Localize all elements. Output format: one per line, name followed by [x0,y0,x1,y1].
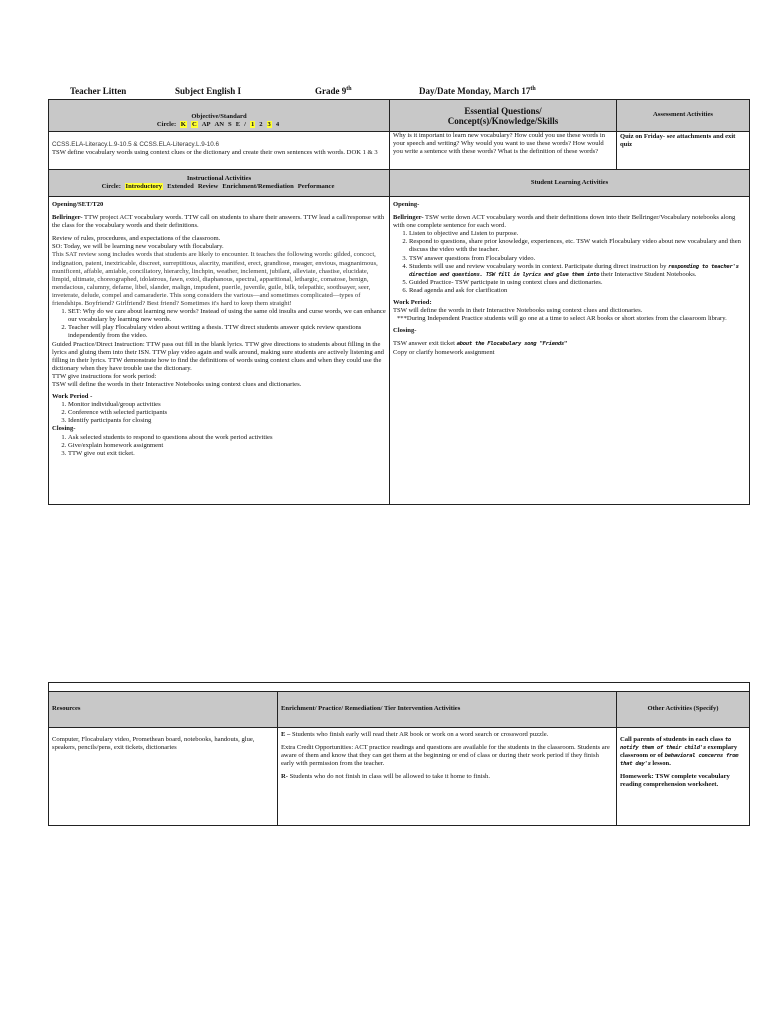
circle-option: AN [214,120,225,128]
circle-option: 3 [267,120,271,128]
lesson-table [48,99,750,505]
assessment-cell: Quiz on Friday- see attachments and exit quiz [617,132,750,170]
circle-option: Introductory [125,183,163,190]
set-list [52,308,386,340]
enrichment-r: R- Students who do not finish in class will be allowed to take it home to finish. [281,773,490,781]
other-activities-cell [617,728,750,826]
student-activities-cell [390,197,750,505]
list-item: 2. Give/explain homework assignment [68,442,386,450]
circle-option: 2 [259,120,263,128]
student-closing-title: Closing- [393,327,417,335]
homework-text: Homework: TSW complete vocabulary reading comprehension worksheet. [620,773,730,789]
list-item: 2. Respond to questions, share prior knowledge, experiences, etc. TSW watch Flocabulary video about new vocabulary and then discuss the video with the teacher. [409,238,746,254]
list-item: 1. Ask selected students to respond to questions about the work period activities [68,434,386,442]
list-item: 1. Listen to objective and Listen to purpose. [409,230,746,238]
closing-list [52,434,386,458]
assessment-header: Assessment Activities [617,100,750,132]
essential-questions-cell: Why is it important to learn new vocabulary? How could you use these words in your speech and writing? Why would you want to use these words? How would you write a sentence with these words? What is the definition of these words? [390,132,617,170]
circle-option: Enrichment/Remediation [222,183,294,190]
circle-option: / [244,120,246,128]
essential-questions-header: Essential Questions/ Concept(s)/Knowledge/Skills [390,100,617,132]
subject: Subject English I [175,86,242,96]
lesson-header [0,86,768,100]
circle-option: Extended [167,183,194,190]
student-work-note: ***During Independent Practice students will go one at a time to select AR books or short stories from the classroom library. [397,315,727,323]
list-item: 6. Read agenda and ask for clarification [409,287,746,295]
day-date: Day/Date Monday, March 17th [419,86,536,96]
list-item: 1. SET: Why do we care about learning new words? Instead of using the same old insults and curse words, we can enhance our vocabulary by learning new words. [68,308,386,324]
review-text: Review of rules, procedures, and expectations of the classroom. [52,235,221,243]
extra-credit-text: Extra Credit Opportunities: ACT practice readings and questions are available for the students in the classroom. Students are aware of them and know that they can get them at the beginning or end of class or during their work period if they finish early with permission from the teacher. [281,744,610,768]
list-item: 5. Guided Practice- TSW participate in using context clues and dictionaries. [409,279,746,287]
tsw-define-text: TSW will define the words in their Interactive Notebooks using context clues and dictionaries. [52,380,302,388]
list-item: 1. Monitor individual/group activities [68,401,386,409]
list-item: 3. Identify participants for closing [68,417,386,425]
so-text: SO: Today, we will be learning new vocabulary with flocabulary. [52,243,224,251]
work-period-list [52,401,386,425]
objective-text: TSW define vocabulary words using context clues or the dictionary and create their own sentences with words. DOK 1 & 3 [52,149,378,157]
circle-option: Performance [297,183,335,190]
list-item: 3. TTW give out exit ticket. [68,450,386,458]
instructional-circle: Circle: Introductory Extended Review Enrichment/Remediation Performance [101,183,335,190]
circle-option: 4 [275,120,280,128]
teacher-activities-cell [49,197,390,505]
objective-cell [49,132,390,170]
resources-table [48,682,750,826]
work-period-title: Work Period - [52,393,93,401]
circle-option: C [191,120,197,128]
student-opening-list [393,230,746,295]
list-item: 3. TSW answer questions from Flocabulary video. [409,255,746,263]
student-homework-text: Copy or clarify homework assignment [393,348,495,356]
enrichment-cell [278,728,617,826]
instructional-header: Instructional Activities Circle: Introductory Extended Review Enrichment/Remediation Performance [49,170,390,197]
circle-option: Review [197,183,219,190]
handwritten-note: responding to teacher's direction and questions. TSW fill in lyrics and glue them into [409,263,739,278]
resources-header: Resources [49,692,278,728]
student-learning-header: Student Learning Activities [390,170,750,197]
sat-text: This SAT review song includes words that students are likely to encounter. It teaches the following words: gilded, concoct, indignation, patent, inextricable, discreet, surreptitious, alacrity, manifest, erect, grandiose, meager, envious, magnanimous, munificent, affable, amiable, conciliatory, hierarchy, linchpin, weather, inclement, jubilant, alleviate, chastise, elucidate, limpid, ultimate, choreographed, idolatrous, fawn, extol, diaphanous, spectral, apparitional, lethargic, comatose, benign, mendacious, calumny, defame, libel, slander, malign, impudent, puerile, juvenile, guile, bilk, telepathic, soothsayer, seer, inveterate, delude, compel and camaraderie. This song considers the various—and sometimes complicated—types of friendships. Boyfriend? Girlfriend? Best friend? Sometimes it's hard to keep them straight! [52,251,378,308]
list-item: 2. Conference with selected participants [68,409,386,417]
opening-title: Opening/SET/T20 [52,201,104,208]
circle-option: 1 [250,120,255,128]
circle-option: AP [201,120,211,128]
student-opening-title: Opening- [393,201,420,208]
student-work-text: TSW will define the words in their Interactive Notebooks using context clues and dictionaries. [393,307,643,315]
circle-option: S [228,120,232,128]
circle-option: E [235,120,241,128]
student-work-period-title: Work Period: [393,299,432,307]
list-item: 2. Teacher will play Flocabulary video about writing a thesis. TTW direct students answer quick review questions independently from the video. [68,324,386,340]
ttw-give-text: TTW give instructions for work period: [52,372,157,380]
spacer-row [49,683,750,692]
standard-code: CCSS.ELA-Literacy.L.9-10.5 & CCSS.ELA-Literacy.L.9-10.6 [52,141,220,148]
closing-title: Closing- [52,425,76,433]
enrichment-e: E – Students who finish early will read their AR book or work on a word search or crossword puzzle. [281,731,549,738]
parent-contact-text: Call parents of students in each class to notify them of their child's exemplary classroom or of behavioral concerns from that day's lesson. [620,736,739,768]
circle-option: K [180,120,186,128]
grade: Grade 9th [315,86,352,96]
teacher-name: Teacher Litten [70,86,127,96]
enrichment-header: Enrichment/ Practice/ Remediation/ Tier Intervention Activities [278,692,617,728]
objective-title: Objective/Standard [191,112,247,120]
objective-circle: Circle: K C AP AN S E / 1 2 3 4 [156,120,280,128]
student-bellringer: Bellringer- TSW write down ACT vocabulary words and their definitions down into their Bellringer/Vocabulary notebooks along with one complete sentence for each word. [393,214,736,230]
guided-practice-text: Guided Practice/Direct Instruction: TTW pass out fill in the blank lyrics. TTW give directions to students about filling in the lyrics and gluing them into their ISN. TTW play video again and walk around, making sure students are actively listening and filling in their lyrics. TTW demonstrate how to find the definitions of words using context clues and when they could use the dictionary when they have trouble use the dictionary. [52,340,384,372]
teacher-bellringer: Bellringer- TTW project ACT vocabulary words. TTW call on students to share their answers. TTW lead a call/response with the class for the vocabulary words and their definitions. [52,214,385,230]
student-closing-text: TSW answer exit ticket about the Flocabulary song "Friends" [393,340,568,348]
list-item: 4. Students will use and review vocabulary words in context. Participate during direct instruction by responding to teacher's direction and questions. TSW fill in lyrics and glue them into their Interactive Student Notebooks. [409,263,746,279]
other-activities-header: Other Activities (Specify) [617,692,750,728]
objective-header [49,100,390,132]
resources-cell: Computer, Flocabulary video, Promethean board, notebooks, handouts, glue, speakers, pencils/pens, exit tickets, dictionaries [49,728,278,826]
